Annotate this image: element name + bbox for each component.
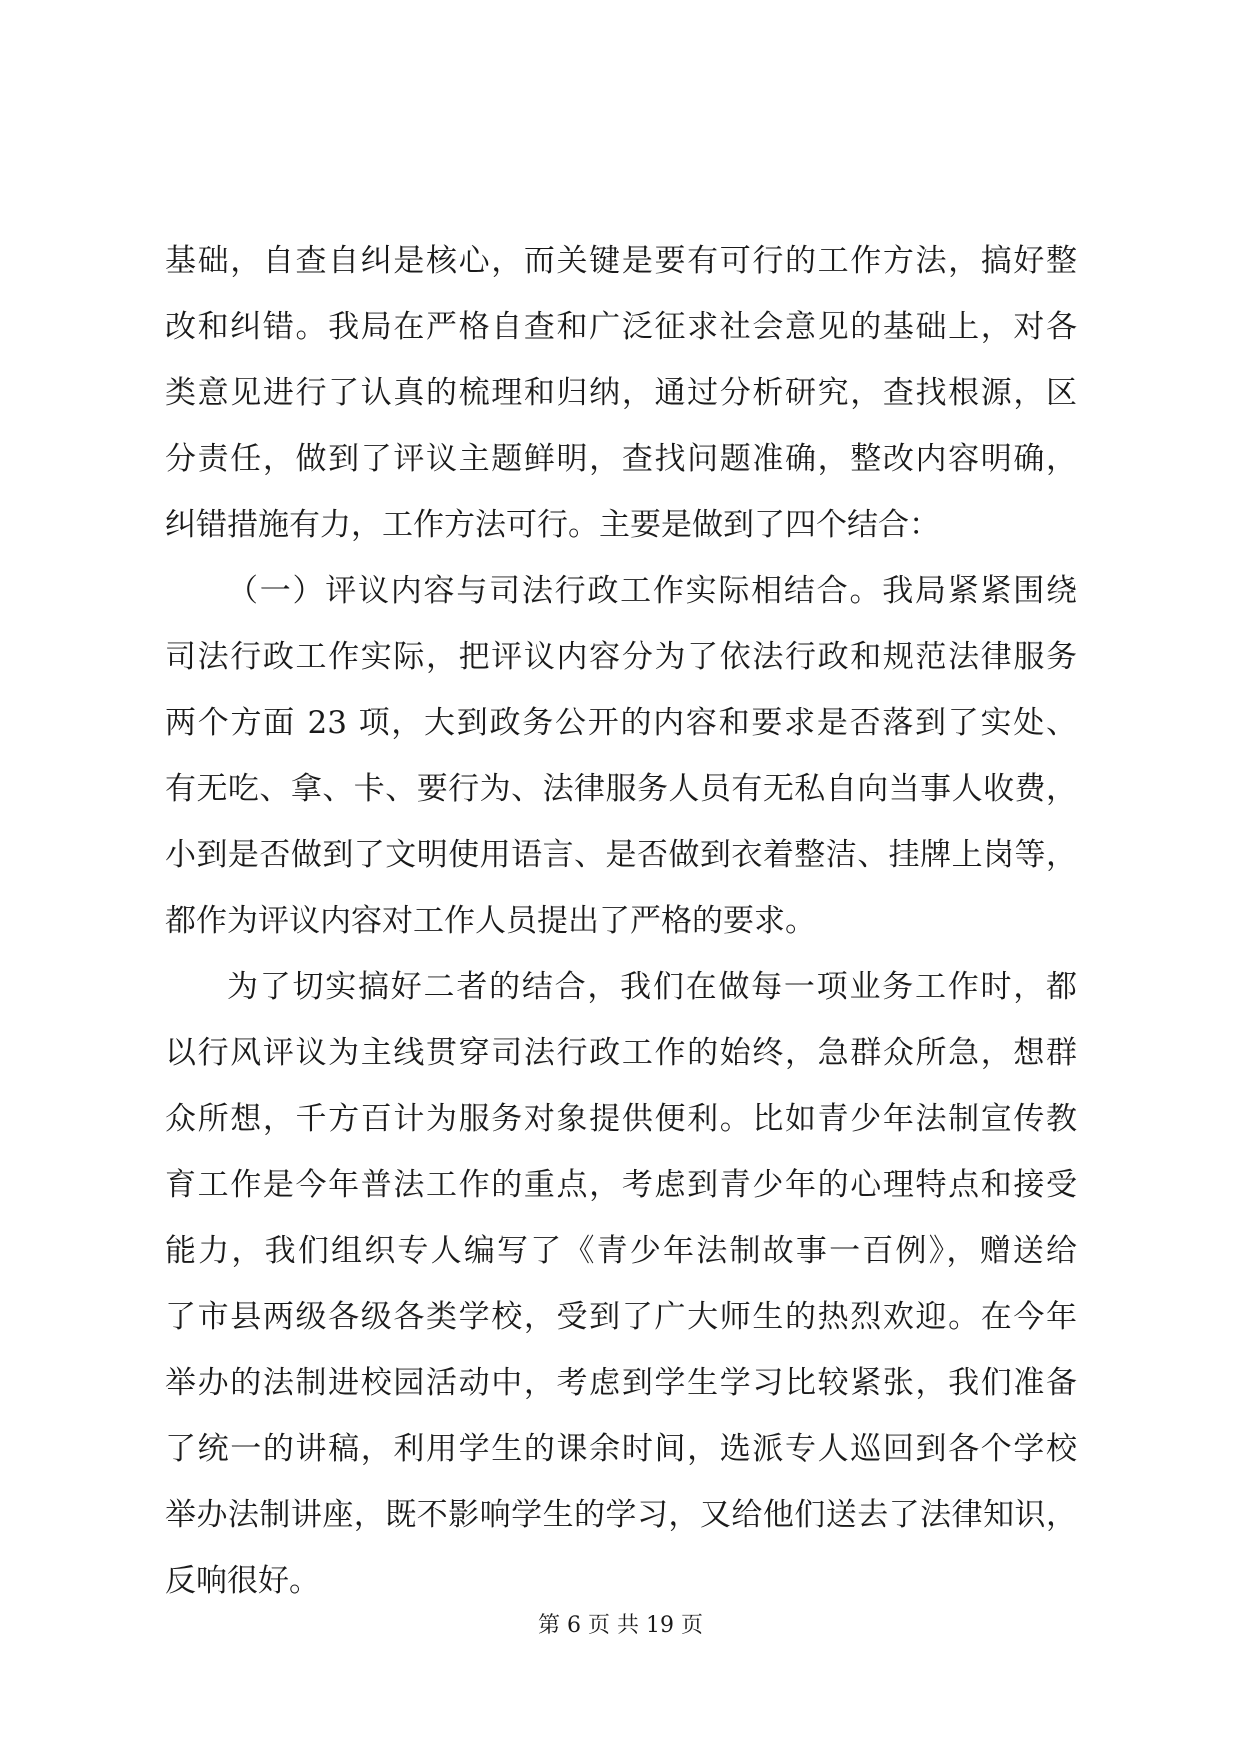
text-line: 了统一的讲稿，利用学生的课余时间，选派专人巡回到各个学校 [165, 1431, 1077, 1467]
text-line: 都作为评议内容对工作人员提出了严格的要求。 [165, 903, 816, 939]
text-line: 改和纠错。我局在严格自查和广泛征求社会意见的基础上，对各 [165, 309, 1077, 345]
page-number-footer: 第 6 页 共 19 页 [538, 1613, 703, 1638]
text-line: 纠错措施有力，工作方法可行。主要是做到了四个结合： [165, 507, 940, 543]
text-line: 育工作是今年普法工作的重点，考虑到青少年的心理特点和接受 [165, 1167, 1077, 1203]
document-body [165, 228, 1077, 1614]
paragraph-1 [165, 228, 1077, 558]
text-line: （一）评议内容与司法行政工作实际相结合。我局紧紧围绕 [227, 573, 1077, 609]
text-line: 了市县两级各级各类学校，受到了广大师生的热烈欢迎。在今年 [165, 1299, 1077, 1335]
text-line: 分责任，做到了评议主题鲜明，查找问题准确，整改内容明确， [165, 441, 1077, 477]
text-line: 小到是否做到了文明使用语言、是否做到衣着整洁、挂牌上岗等， [165, 837, 1077, 873]
text-line: 举办法制讲座，既不影响学生的学习，又给他们送去了法律知识， [165, 1497, 1077, 1533]
text-line: 众所想，千方百计为服务对象提供便利。比如青少年法制宣传教 [165, 1101, 1077, 1137]
text-line: 司法行政工作实际，把评议内容分为了依法行政和规范法律服务 [165, 639, 1077, 675]
paragraph-3 [165, 954, 1077, 1614]
text-line: 以行风评议为主线贯穿司法行政工作的始终，急群众所急，想群 [165, 1035, 1077, 1071]
text-line: 基础，自查自纠是核心，而关键是要有可行的工作方法，搞好整 [165, 243, 1077, 279]
text-line: 有无吃、拿、卡、要行为、法律服务人员有无私自向当事人收费， [165, 771, 1077, 807]
text-line: 为了切实搞好二者的结合，我们在做每一项业务工作时，都 [227, 969, 1077, 1005]
text-line: 两个方面 23 项，大到政务公开的内容和要求是否落到了实处、 [165, 705, 1077, 741]
paragraph-2 [165, 558, 1077, 954]
text-line: 反响很好。 [165, 1563, 320, 1599]
text-line: 类意见进行了认真的梳理和归纳，通过分析研究，查找根源，区 [165, 375, 1077, 411]
text-line: 能力，我们组织专人编写了《青少年法制故事一百例》，赠送给 [165, 1233, 1077, 1269]
text-line: 举办的法制进校园活动中，考虑到学生学习比较紧张，我们准备 [165, 1365, 1077, 1401]
